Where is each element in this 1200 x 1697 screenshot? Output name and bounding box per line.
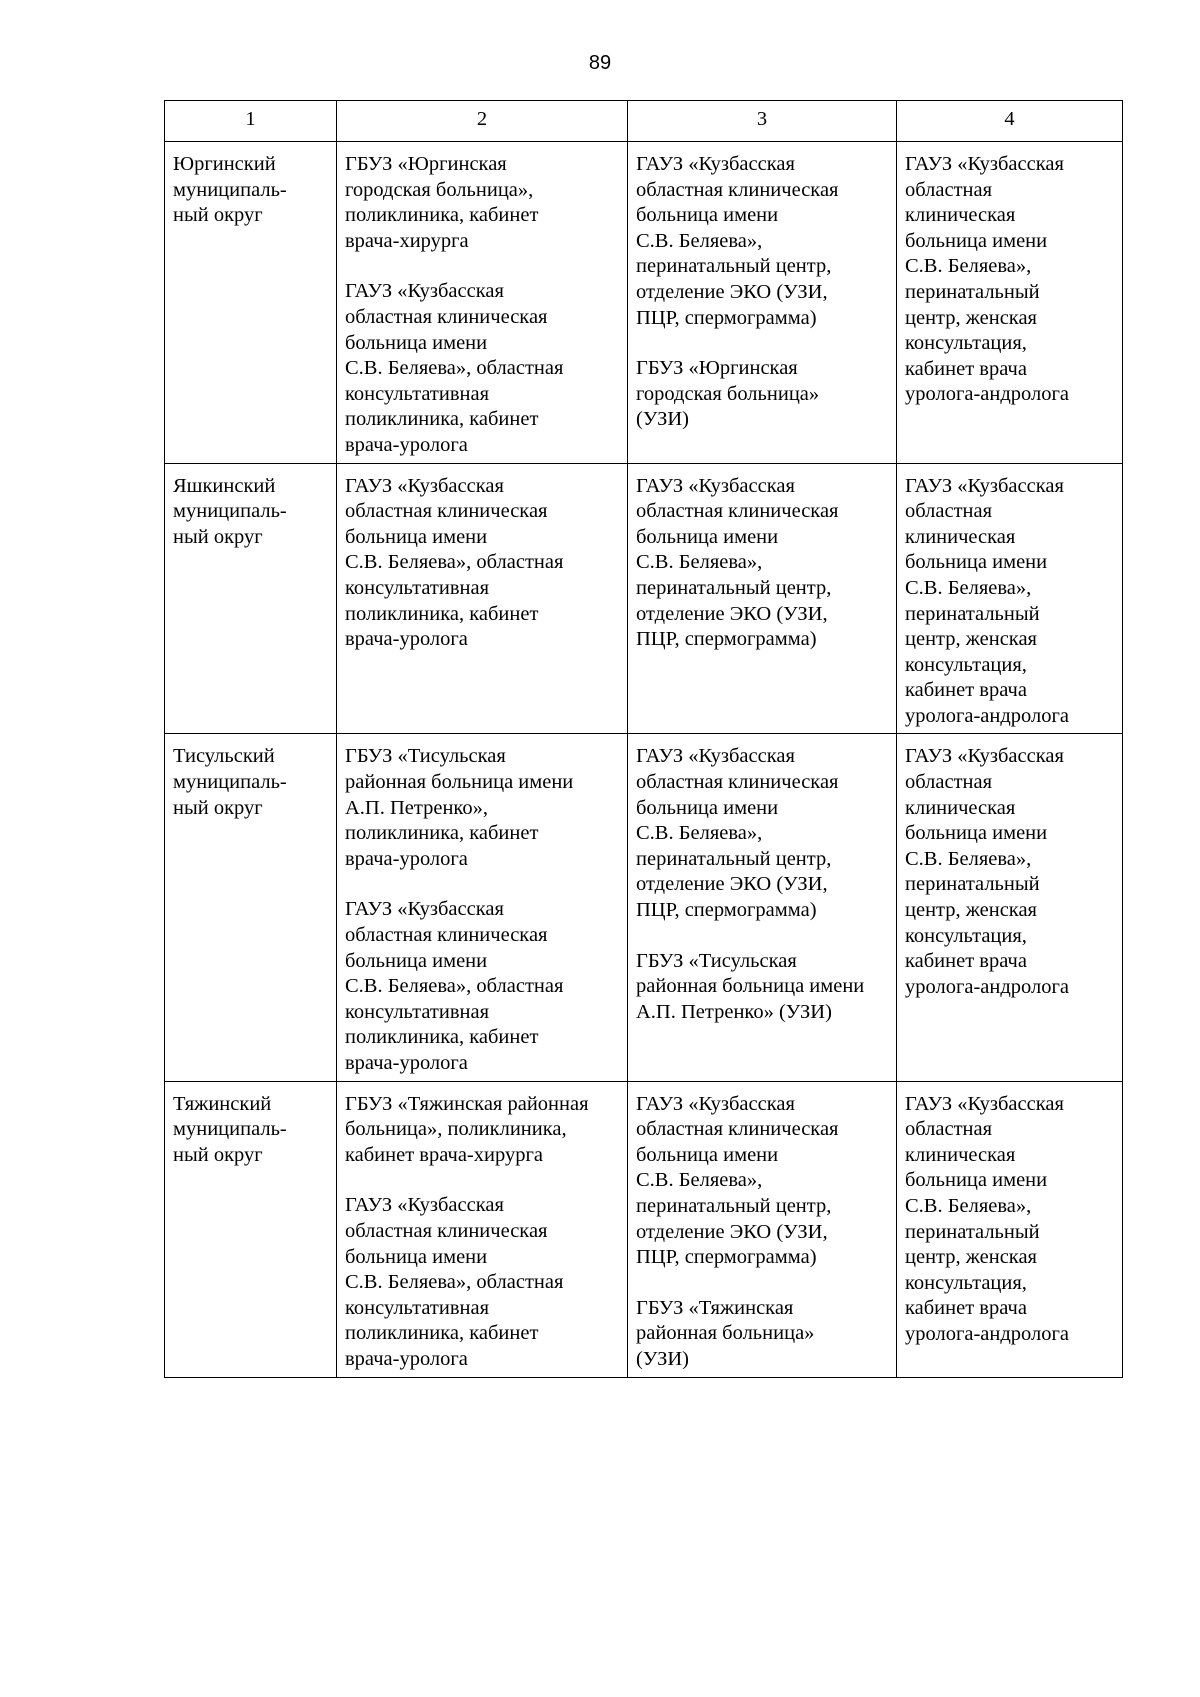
cell-line: ный округ: [173, 204, 263, 227]
cell-line: больница имени: [345, 525, 488, 548]
cell-line: консультативная: [345, 576, 490, 599]
cell-line: врача-уролога: [345, 1052, 468, 1074]
andrology-facility-cell: [897, 734, 1123, 1081]
table-row: [165, 463, 1123, 734]
cell-line: областная: [905, 178, 993, 201]
cell-line: уролога-андролога: [905, 704, 1070, 727]
cell-line: больница», поликлиника,: [345, 1118, 567, 1141]
facility-entry: [345, 474, 619, 653]
cell-line: А.П. Петренко» (УЗИ): [636, 1000, 832, 1023]
cell-line: поликлиника, кабинет: [345, 1322, 539, 1345]
cell-line: ГАУЗ «Кузбасская: [636, 474, 795, 497]
consultation-facility-cell: [337, 734, 628, 1081]
diagnostic-facility-cell: [628, 734, 897, 1081]
cell-line: ГАУЗ «Кузбасская: [905, 474, 1064, 497]
cell-line: больница имени: [905, 551, 1048, 574]
cell-line: центр, женская: [905, 306, 1037, 329]
facility-entry: [636, 474, 888, 653]
cell-line: отделение ЭКО (УЗИ,: [636, 280, 828, 303]
cell-line: Яшкинский: [173, 474, 276, 497]
cell-line: больница имени: [905, 229, 1048, 252]
cell-line: поликлиника, кабинет: [345, 408, 539, 431]
facilities-table: [164, 100, 1123, 1378]
cell-line: ГБУЗ «Тяжинская районная: [345, 1092, 589, 1115]
cell-line: областная клиническая: [345, 924, 548, 947]
cell-line: ПЦР, спермограмма): [636, 628, 817, 651]
cell-line: С.В. Беляева»,: [905, 847, 1032, 870]
cell-line: больница имени: [905, 822, 1048, 845]
cell-line: областная клиническая: [345, 1219, 548, 1242]
table-body: [165, 101, 1123, 1378]
cell-line: С.В. Беляева»,: [905, 576, 1032, 599]
cell-line: уролога-андролога: [905, 383, 1070, 406]
district-cell: [165, 142, 337, 464]
facility-entry: [636, 744, 888, 923]
cell-line: Тяжинский: [173, 1092, 272, 1115]
cell-line: перинатальный: [905, 280, 1040, 303]
cell-line: врача-уролога: [345, 847, 468, 870]
table-header-row: [165, 101, 1123, 142]
facility-entry: [636, 152, 888, 331]
cell-line: областная клиническая: [345, 500, 548, 523]
facility-entry: [345, 279, 619, 458]
cell-line: районная больница имени: [636, 975, 865, 998]
cell-line: районная больница имени: [345, 771, 574, 794]
cell-line: клиническая: [905, 204, 1016, 227]
cell-line: кабинет врача-хирурга: [345, 1143, 543, 1166]
cell-line: врача-уролога: [345, 628, 468, 651]
page-number: 89: [588, 52, 612, 74]
cell-line: консультация,: [905, 332, 1027, 355]
cell-line: С.В. Беляева»,: [905, 1194, 1032, 1217]
cell-line: консультативная: [345, 382, 490, 405]
cell-line: отделение ЭКО (УЗИ,: [636, 873, 828, 896]
cell-line: городская больница»: [636, 382, 820, 405]
cell-line: (УЗИ): [636, 1347, 689, 1370]
cell-line: областная клиническая: [636, 771, 839, 794]
cell-line: С.В. Беляева», областная: [345, 357, 564, 380]
cell-line: врача-уролога: [345, 1347, 468, 1370]
cell-line: С.В. Беляева»,: [636, 822, 763, 845]
column-header-2: 2: [337, 101, 628, 142]
cell-line: поликлиника, кабинет: [345, 1026, 539, 1049]
facility-entry: [345, 897, 619, 1076]
cell-line: поликлиника, кабинет: [345, 822, 539, 845]
facility-entry: [636, 949, 888, 1026]
cell-line: поликлиника, кабинет: [345, 204, 539, 227]
cell-line: ГБУЗ «Тисульская: [345, 745, 506, 768]
cell-line: больница имени: [636, 796, 779, 819]
cell-line: ГАУЗ «Кузбасская: [905, 745, 1064, 768]
cell-line: консультация,: [905, 1271, 1027, 1294]
diagnostic-facility-cell: [628, 463, 897, 734]
cell-line: перинатальный центр,: [636, 255, 832, 278]
cell-line: ПЦР, спермограмма): [636, 899, 817, 922]
cell-line: больница имени: [905, 1169, 1048, 1192]
cell-line: областная клиническая: [636, 1118, 839, 1141]
cell-line: отделение ЭКО (УЗИ,: [636, 602, 828, 625]
cell-line: Юргинский: [173, 153, 276, 175]
facility-entry: [905, 474, 1114, 730]
cell-line: перинатальный центр,: [636, 1194, 832, 1217]
cell-line: отделение ЭКО (УЗИ,: [636, 1220, 828, 1243]
cell-line: больница имени: [345, 949, 488, 972]
cell-line: (УЗИ): [636, 408, 689, 431]
facility-entry: [173, 744, 328, 821]
cell-line: ПЦР, спермограмма): [636, 1246, 817, 1269]
table-row: [165, 142, 1123, 464]
cell-line: больница имени: [636, 204, 779, 227]
diagnostic-facility-cell: [628, 142, 897, 464]
cell-line: поликлиника, кабинет: [345, 602, 539, 625]
cell-line: областная клиническая: [345, 305, 548, 328]
cell-line: муниципаль-: [173, 178, 287, 201]
cell-line: областная: [905, 1118, 993, 1141]
facility-entry: [345, 1092, 619, 1169]
cell-line: ГБУЗ «Тисульская: [636, 949, 797, 972]
cell-line: муниципаль-: [173, 1118, 287, 1141]
cell-line: С.В. Беляева»,: [905, 255, 1032, 278]
facility-entry: [636, 356, 888, 433]
cell-line: ГБУЗ «Юргинская: [345, 153, 507, 175]
facility-entry: [173, 152, 328, 229]
cell-line: центр, женская: [905, 628, 1037, 651]
cell-line: ный округ: [173, 796, 263, 819]
cell-line: С.В. Беляева»,: [636, 551, 763, 574]
cell-line: перинатальный: [905, 602, 1040, 625]
cell-line: ГАУЗ «Кузбасская: [636, 745, 795, 768]
cell-line: перинатальный: [905, 873, 1040, 896]
facility-entry: [636, 1092, 888, 1271]
diagnostic-facility-cell: [628, 1081, 897, 1377]
cell-line: перинатальный центр,: [636, 847, 832, 870]
cell-line: больница имени: [345, 331, 488, 354]
cell-line: консультативная: [345, 1296, 490, 1319]
cell-line: центр, женская: [905, 1246, 1037, 1269]
district-cell: [165, 734, 337, 1081]
cell-line: районная больница»: [636, 1322, 815, 1345]
cell-line: ный округ: [173, 1143, 263, 1166]
cell-line: уролога-андролога: [905, 975, 1070, 998]
cell-line: ГАУЗ «Кузбасская: [345, 1194, 504, 1217]
cell-line: С.В. Беляева»,: [636, 1169, 763, 1192]
cell-line: областная: [905, 500, 993, 523]
cell-line: областная: [905, 771, 993, 794]
cell-line: больница имени: [636, 525, 779, 548]
cell-line: ный округ: [173, 525, 263, 548]
table-row: [165, 1081, 1123, 1377]
facility-entry: [173, 1092, 328, 1169]
cell-line: ГАУЗ «Кузбасская: [905, 153, 1064, 175]
district-cell: [165, 463, 337, 734]
cell-line: ПЦР, спермограмма): [636, 306, 817, 329]
cell-line: кабинет врача: [905, 1297, 1027, 1320]
cell-line: ГАУЗ «Кузбасская: [636, 153, 795, 175]
andrology-facility-cell: [897, 1081, 1123, 1377]
cell-line: С.В. Беляева», областная: [345, 551, 564, 574]
cell-line: клиническая: [905, 1143, 1016, 1166]
cell-line: кабинет врача: [905, 679, 1027, 702]
facility-entry: [905, 744, 1114, 1000]
cell-line: кабинет врача: [905, 950, 1027, 973]
cell-line: С.В. Беляева», областная: [345, 1271, 564, 1294]
cell-line: клиническая: [905, 525, 1016, 548]
table-row: [165, 734, 1123, 1081]
cell-line: консультация,: [905, 924, 1027, 947]
cell-line: больница имени: [636, 1143, 779, 1166]
facility-entry: [345, 744, 619, 872]
andrology-facility-cell: [897, 142, 1123, 464]
cell-line: больница имени: [345, 1245, 488, 1268]
consultation-facility-cell: [337, 142, 628, 464]
cell-line: перинатальный центр,: [636, 576, 832, 599]
cell-line: центр, женская: [905, 899, 1037, 922]
facility-entry: [905, 152, 1114, 408]
cell-line: врача-уролога: [345, 433, 468, 456]
cell-line: ГАУЗ «Кузбасская: [345, 898, 504, 921]
cell-line: кабинет врача: [905, 357, 1027, 380]
cell-line: муниципаль-: [173, 500, 287, 523]
facility-entry: [636, 1296, 888, 1373]
consultation-facility-cell: [337, 1081, 628, 1377]
cell-line: консультативная: [345, 1000, 490, 1023]
facility-entry: [173, 474, 328, 551]
cell-line: городская больница»,: [345, 178, 534, 201]
cell-line: уролога-андролога: [905, 1322, 1070, 1345]
facility-entry: [345, 152, 619, 254]
cell-line: областная клиническая: [636, 500, 839, 523]
cell-line: ГАУЗ «Кузбасская: [345, 280, 504, 303]
cell-line: С.В. Беляева»,: [636, 229, 763, 252]
cell-line: муниципаль-: [173, 771, 287, 794]
facility-entry: [905, 1092, 1114, 1348]
cell-line: ГАУЗ «Кузбасская: [636, 1092, 795, 1115]
column-header-1: 1: [165, 101, 337, 142]
column-header-4: 4: [897, 101, 1123, 142]
cell-line: ГБУЗ «Тяжинская: [636, 1296, 794, 1319]
cell-line: областная клиническая: [636, 178, 839, 201]
cell-line: клиническая: [905, 796, 1016, 819]
cell-line: консультация,: [905, 653, 1027, 676]
andrology-facility-cell: [897, 463, 1123, 734]
cell-line: С.В. Беляева», областная: [345, 975, 564, 998]
column-header-3: 3: [628, 101, 897, 142]
cell-line: ГАУЗ «Кузбасская: [345, 474, 504, 497]
consultation-facility-cell: [337, 463, 628, 734]
cell-line: А.П. Петренко»,: [345, 796, 488, 819]
cell-line: врача-хирурга: [345, 229, 469, 252]
district-cell: [165, 1081, 337, 1377]
cell-line: ГБУЗ «Юргинская: [636, 357, 798, 380]
facility-entry: [345, 1193, 619, 1372]
cell-line: Тисульский: [173, 745, 275, 768]
cell-line: перинатальный: [905, 1220, 1040, 1243]
cell-line: ГАУЗ «Кузбасская: [905, 1092, 1064, 1115]
